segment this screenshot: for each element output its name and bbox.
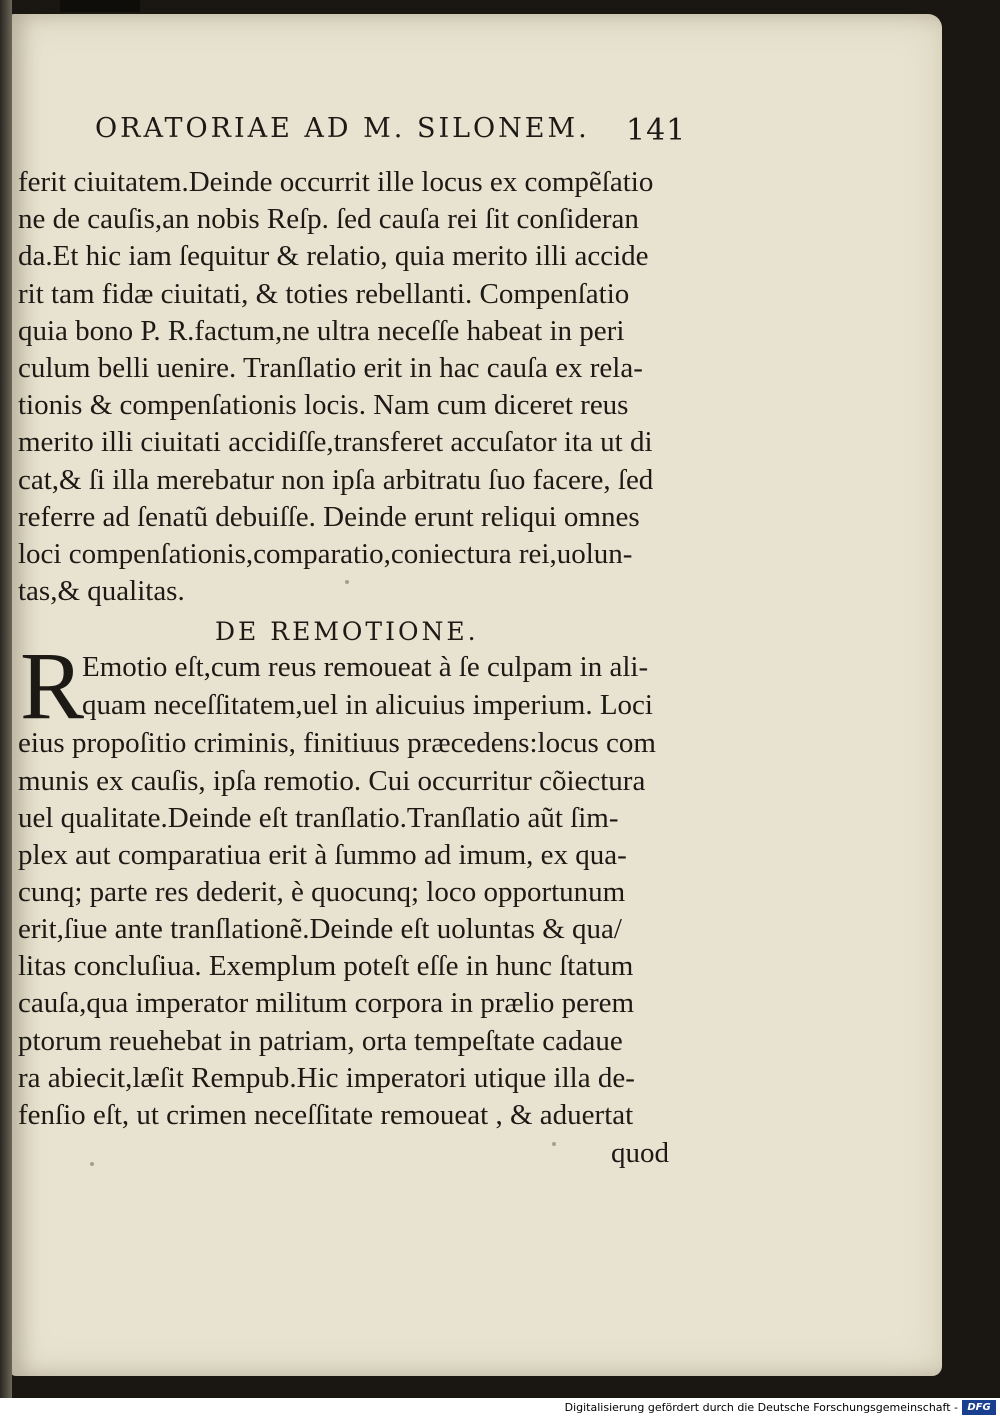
text-line: ferit ciuitatem.Deinde occurrit ille locus ex compẽſatio [18,166,654,198]
text-line: Emotio eſt,cum reus remoueat à ſe culpam in ali- [82,651,649,683]
text-line: uel qualitate.Deinde eſt tranſlatio.Tranſlatio aũt ſim- [18,802,619,834]
text-line: litas concluſiua. Exemplum poteſt eſſe in hunc ſtatum [18,950,634,982]
text-line: rit tam fidæ ciuitati, & toties rebellanti. Compenſatio [18,278,630,310]
text-line: merito illi ciuitati accidiſſe,transferet accuſator ita ut di [18,426,653,458]
text-line: quam neceſſitatem,uel in alicuius imperium. Loci [82,689,653,721]
paper-speck [345,580,349,584]
paper-speck [552,1142,556,1146]
text-line: cat,& ſi illa merebatur non ipſa arbitratu ſuo facere, ſed [18,464,654,496]
text-line: fenſio eſt, ut crimen neceſſitate remoueat , & aduertat [18,1099,634,1131]
drop-cap: R [20,632,85,739]
text-line: culum belli uenire. Tranſlatio erit in hac cauſa ex rela- [18,352,643,384]
text-line: tas,& qualitas. [18,575,185,607]
text-line: ra abiecit,læſit Rempub.Hic imperatori utique illa de- [18,1062,635,1094]
footer-bar [0,1398,1000,1419]
text-line: da.Et hic iam ſequitur & relatio, quia merito illi accide [18,240,649,272]
text-line: loci compenſationis,comparatio,coniectura rei,uolun- [18,538,633,570]
text-line: plex aut comparatiua erit à ſummo ad imum, ex qua- [18,839,627,871]
page-gutter-shadow [0,0,12,1398]
text-line: cauſa,qua imperator militum corpora in prælio perem [18,987,635,1019]
text-line: munis ex cauſis, ipſa remotio. Cui occurritur cõiectura [18,765,646,797]
text-line: cunq; parte res dederit, è quocunq; loco opportunum [18,876,626,908]
catchword: quod [611,1137,669,1169]
text-line: ne de cauſis,an nobis Reſp. ſed cauſa rei ſit conſideran [18,203,639,235]
text-line: ptorum reuehebat in patriam, orta tempeſtate cadaue [18,1025,623,1057]
dfg-logo: DFG [962,1400,996,1415]
page-header [0,113,1000,153]
digitization-credit: Digitalisierung gefördert durch die Deutsche Forschungsgemeinschaft - [564,1401,958,1414]
text-line: tionis & compenſationis locis. Nam cum diceret reus [18,389,629,421]
scanner-edge [60,0,140,12]
text-line: eius propoſitio criminis, finitiuus præcedens:locus com [18,727,656,759]
running-title: ORATORIAE AD M. SILONEM. [95,113,590,144]
text-line: referre ad ſenatũ debuiſſe. Deinde erunt reliqui omnes [18,501,640,533]
section-heading: DE REMOTIONE. [215,617,479,646]
text-line: quia bono P. R.factum,ne ultra neceſſe habeat in peri [18,315,625,347]
paper-speck [90,1162,94,1166]
text-line: erit,ſiue ante tranſlationẽ.Deinde eſt uoluntas & qua/ [18,913,622,945]
page-number: 141 [626,113,687,148]
